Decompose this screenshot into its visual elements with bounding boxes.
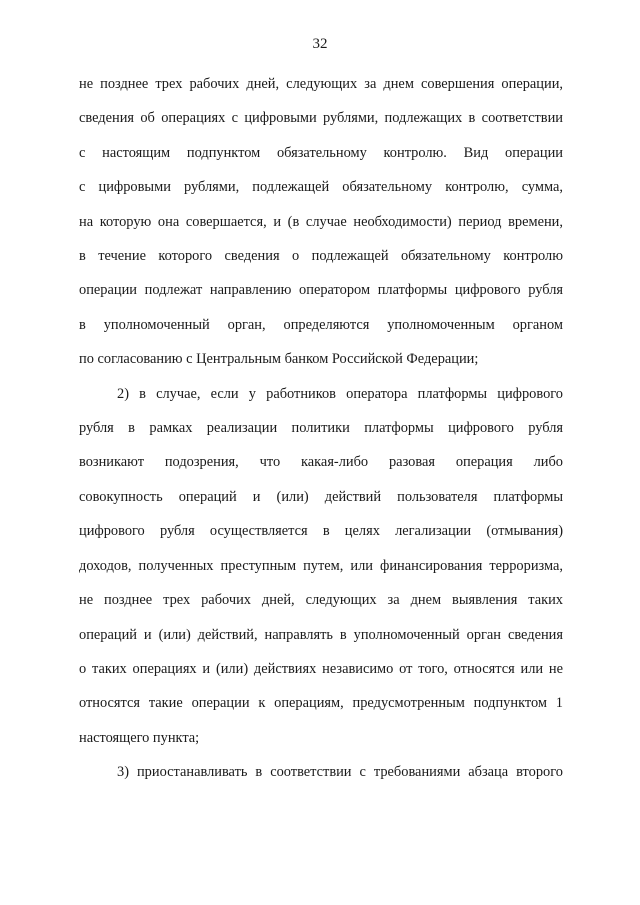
text-line: в уполномоченный орган, определяются уполномоченным органом xyxy=(79,316,563,333)
text-line: возникают подозрения, что какая-либо разовая операция либо xyxy=(79,454,563,471)
text-line: не позднее трех рабочих дней, следующих за днем выявления таких xyxy=(79,592,563,609)
text-line: по согласованию с Центральным банком Российской Федерации; xyxy=(79,351,479,368)
text-line: настоящего пункта; xyxy=(79,729,200,746)
text-line: с цифровыми рублями, подлежащей обязательному контролю, сумма, xyxy=(79,179,563,196)
page-number: 32 xyxy=(312,36,328,52)
text-line: рубля в рамках реализации политики платформы цифрового рубля xyxy=(79,420,563,437)
text-line: операций и (или) действий, направлять в уполномоченный орган сведения xyxy=(79,626,563,643)
text-line: 3) приостанавливать в соответствии с требованиями абзаца второго xyxy=(117,764,563,781)
text-line: не позднее трех рабочих дней, следующих за днем совершения операции, xyxy=(79,76,563,92)
document-body xyxy=(79,67,563,790)
text-line: в течение которого сведения о подлежащей обязательному контролю xyxy=(79,248,563,265)
text-line: доходов, полученных преступным путем, или финансирования терроризма, xyxy=(79,557,563,574)
text-line: о таких операциях и (или) действиях независимо от того, относятся или не xyxy=(79,660,563,677)
text-line: с настоящим подпунктом обязательному контролю. Вид операции xyxy=(79,144,563,161)
text-line: сведения об операциях с цифровыми рублями, подлежащих в соответствии xyxy=(79,110,563,127)
text-line: совокупность операций и (или) действий пользователя платформы xyxy=(79,488,563,505)
text-line: на которую она совершается, и (в случае необходимости) период времени, xyxy=(79,213,563,230)
text-line: 2) в случае, если у работников оператора платформы цифрового xyxy=(117,385,563,402)
text-line: относятся такие операции к операциям, предусмотренным подпунктом 1 xyxy=(79,695,563,712)
text-line: операции подлежат направлению оператором платформы цифрового рубля xyxy=(79,282,563,299)
text-line: цифрового рубля осуществляется в целях легализации (отмывания) xyxy=(79,523,563,540)
